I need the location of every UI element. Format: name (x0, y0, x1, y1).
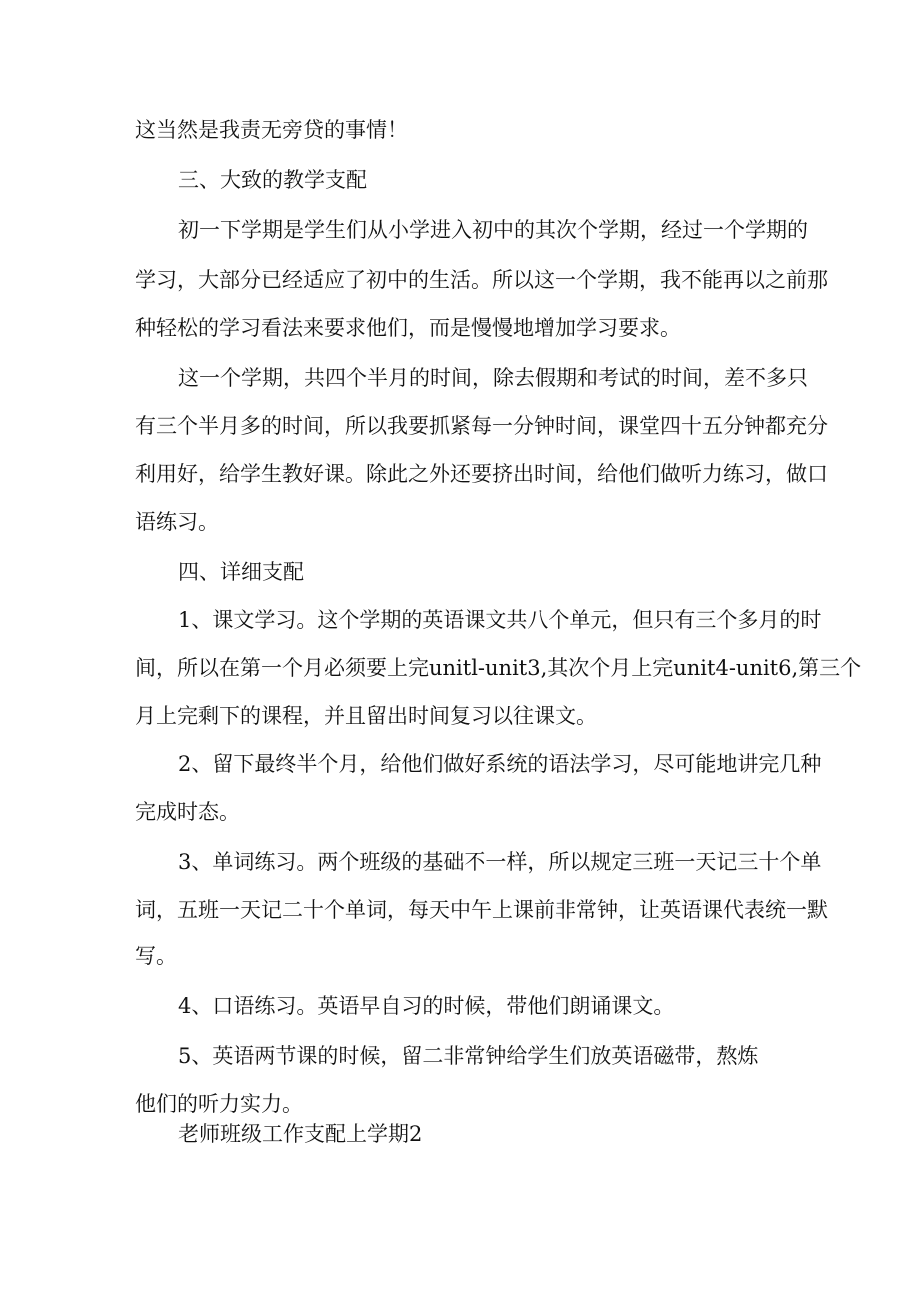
text-line: 初一下学期是学生们从小学进入初中的其次个学期，经过一个学期的 (178, 218, 808, 242)
text-line: 这当然是我责无旁贷的事情！ (135, 118, 408, 142)
text-line: 4、口语练习。英语早自习的时候，带他们朗诵课文。 (178, 994, 675, 1018)
next-section-title: 老师班级工作支配上学期2 (178, 1122, 423, 1146)
text-line: 5、英语两节课的时候，留二非常钟给学生们放英语磁带，熬炼 (178, 1044, 759, 1068)
section-heading: 四、详细支配 (178, 560, 304, 584)
text-line: 这一个学期，共四个半月的时间，除去假期和考试的时间，差不多只 (178, 366, 808, 390)
text-line: 他们的听力实力。 (135, 1092, 303, 1116)
text-line: 完成时态。 (135, 800, 240, 824)
text-line: 月上完剩下的课程，并且留出时间复习以往课文。 (135, 704, 597, 728)
text-line: 利用好，给学生教好课。除此之外还要挤出时间，给他们做听力练习，做口 (135, 462, 828, 486)
text-line: 间，所以在第一个月必须要上完unitl-unit3,其次个月上完unit4-unit6,第三个 (135, 656, 862, 680)
text-line: 语练习。 (135, 510, 219, 534)
text-line: 1、课文学习。这个学期的英语课文共八个单元，但只有三个多月的时 (178, 608, 822, 632)
text-line: 有三个半月多的时间，所以我要抓紧每一分钟时间，课堂四十五分钟都充分 (135, 414, 828, 438)
text-line: 3、单词练习。两个班级的基础不一样，所以规定三班一天记三十个单 (178, 850, 822, 874)
section-heading: 三、大致的教学支配 (178, 168, 367, 192)
text-line: 写。 (135, 944, 177, 968)
text-line: 2、留下最终半个月，给他们做好系统的语法学习，尽可能地讲完几种 (178, 752, 822, 776)
text-line: 词，五班一天记二十个单词，每天中午上课前非常钟，让英语课代表统一默 (135, 898, 828, 922)
text-line: 学习，大部分已经适应了初中的生活。所以这一个学期，我不能再以之前那 (135, 268, 828, 292)
text-line: 种轻松的学习看法来要求他们，而是慢慢地增加学习要求。 (135, 316, 681, 340)
